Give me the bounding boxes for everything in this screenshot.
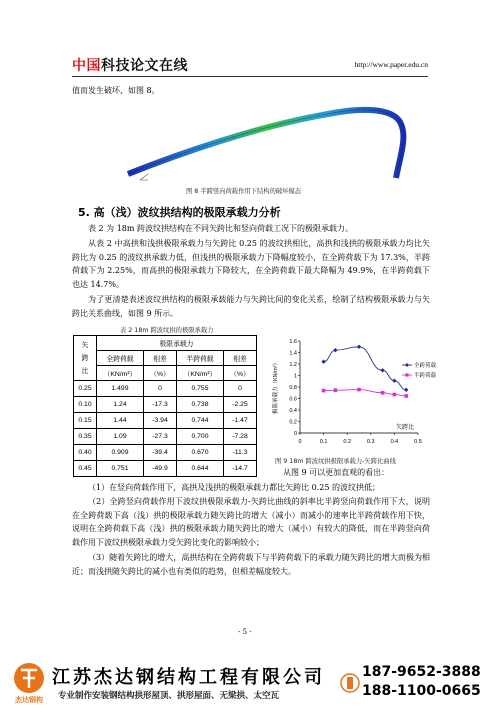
figure9-chart	[270, 333, 450, 456]
x-axis-label: 矢跨比	[395, 425, 414, 431]
company-logo	[8, 660, 50, 704]
x-tick-label: 0.4	[390, 439, 399, 445]
journal-logo: 中国科技论文在线	[72, 58, 188, 74]
y-tick-label: 1.4	[289, 350, 297, 357]
paragraph-3: 为了更清楚表述波纹拱结构的极限承载能力与矢跨比间的变化关系，绘制了结构极限承载力与矢跨比关系曲线，如图 9 所示。	[72, 295, 430, 318]
data-point	[321, 360, 325, 364]
header-url[interactable]: http://www.paper.edu.cn	[354, 60, 428, 69]
y-tick-label: 0.6	[289, 396, 297, 403]
conclusion-3: （3）随着矢跨比的增大，高拱结构在全跨荷载下与半跨荷载下的承载力随矢跨比的增大而极为相近；而浅拱随矢跨比的减小也有类似的趋势，但相差幅度较大。	[72, 553, 430, 576]
data-point	[381, 391, 385, 395]
x-tick-label: 0.5	[414, 439, 422, 445]
x-tick-label: 0.2	[343, 439, 352, 445]
phone-icon	[340, 666, 360, 700]
data-point	[392, 379, 396, 383]
x-tick-label: 0.1	[319, 439, 328, 445]
phone-number-2[interactable]: 188-1100-0665	[362, 683, 481, 699]
header-half-unit: （KN/m²）	[177, 366, 224, 381]
y-tick-label: 0.4	[289, 408, 297, 414]
header-divider	[72, 76, 428, 77]
conclusion-2: （2）全跨竖向荷载作用下波纹拱极限承载力-矢跨比曲线的斜率比半跨竖向荷载作用下大，说明在全跨荷载下高（浅）拱的极限承载力随矢跨比的增大（减小）而减小的速率比半跨荷载作用下快，说明在全跨荷载下高（浅）拱的极限承载力随矢跨比的增大（减小）有较大的降低，而在半跨竖向荷载作用下波纹拱极限承载力受矢跨比变化的影响较小；	[72, 497, 430, 547]
y-tick-label: 1	[293, 373, 297, 380]
figure9-caption: 图 9 18m 跨波纹拱极限承载力-矢跨比曲线	[275, 458, 396, 465]
y-tick-label: 1.2	[289, 362, 297, 368]
company-logo-text: 杰达钢构	[15, 697, 43, 704]
data-point	[404, 388, 408, 392]
y-tick-label: 0.2	[289, 419, 297, 426]
data-point	[404, 394, 408, 398]
y-tick-label: 0	[293, 431, 297, 437]
legend-marker	[405, 363, 409, 367]
data-point	[380, 368, 384, 372]
company-slogan: 专业制作安装钢结构拱形屋顶、拱形屋面、无梁拱、太空瓦	[58, 691, 280, 701]
data-point	[333, 348, 337, 352]
legend-label: 全跨荷载	[414, 363, 437, 369]
figure8-arch-render	[118, 96, 428, 186]
header-diff-1: 相差	[144, 351, 177, 366]
paragraph-1: 表 2 为 18m 跨波纹拱结构在不同矢跨比和竖向荷载工况下的极限承载力。	[88, 224, 354, 233]
header-full-load: 全跨荷载	[97, 351, 144, 366]
header-half-load: 半跨荷载	[177, 351, 224, 366]
data-point	[393, 393, 397, 397]
phone-number-1[interactable]: 187-9652-3888	[362, 664, 481, 680]
header-diff-unit-2: （%）	[224, 366, 257, 381]
x-tick-label: 0.3	[366, 439, 375, 445]
ultimate-load-table	[73, 335, 257, 477]
y-axis-label: 极限承载力（KN/m²）	[273, 359, 279, 415]
table-row: 0.45 0.751 -49.9 0.644 -14.7	[74, 461, 257, 477]
data-point	[357, 388, 361, 392]
header-ratio: 矢 跨 比	[74, 336, 97, 381]
header-group: 极限承载力	[97, 336, 257, 351]
company-name: 江苏杰达钢结构工程有限公司	[52, 667, 325, 688]
x-tick-label: 0	[298, 439, 302, 445]
table-row: 0.25 1.499 0 0.755 0	[74, 381, 257, 397]
section-heading: 5. 高（浅）波纹拱结构的极限承载力分析	[78, 206, 281, 219]
table-row: 0.10 1.24 -17.3 0.738 -2.25	[74, 397, 257, 413]
series-line-1	[324, 347, 407, 390]
header-full-unit: （KN/m²）	[97, 366, 144, 381]
y-tick-label: 0.8	[289, 385, 297, 391]
legend-label: 半跨荷载	[414, 373, 437, 379]
y-tick-label: 1.6	[289, 339, 297, 345]
table-caption: 表 2 18m 跨波纹拱的极限承载力	[120, 327, 214, 334]
data-point	[334, 388, 338, 392]
data-point	[322, 389, 326, 393]
after-figure-line: 从图 9 可以更加直观的看出：	[283, 468, 390, 477]
conclusion-1: （1）在竖向荷载作用下，高拱及浅拱的极限承载力都比矢跨比 0.25 的波纹拱低；	[88, 483, 380, 492]
header-diff-2: 相差	[224, 351, 257, 366]
page-number: - 5 -	[238, 628, 252, 636]
paragraph-2: 从表 2 中高拱和浅拱极限承载力与矢跨比 0.25 的波纹拱相比，高拱和浅拱的极限承载力均比矢跨比为 0.25 的波纹拱承载力低，但浅拱的极限承载力下降幅度较小，在全跨荷载下为 17.3%，半跨荷载下为 2.25%，而高拱的极限承载力下降较大，在全跨荷载下最大降幅为 49.9%，在半跨荷载下也达 14.7%。	[72, 239, 430, 289]
figure8-caption: 图 8 半跨竖向荷载作用下结构的破坏模态	[186, 188, 302, 195]
table-row: 0.35 1.09 -27.3 0.700 -7.28	[74, 429, 257, 445]
legend-marker	[405, 373, 408, 376]
header-diff-unit-1: （%）	[144, 366, 177, 381]
table-row: 0.40 0.909 -39.4 0.670 -11.3	[74, 445, 257, 461]
data-point	[357, 345, 361, 349]
intro-line: 值而发生破坏，如图 8。	[72, 86, 160, 95]
table-row: 0.15 1.44 -3.94 0.744 -1.47	[74, 413, 257, 429]
